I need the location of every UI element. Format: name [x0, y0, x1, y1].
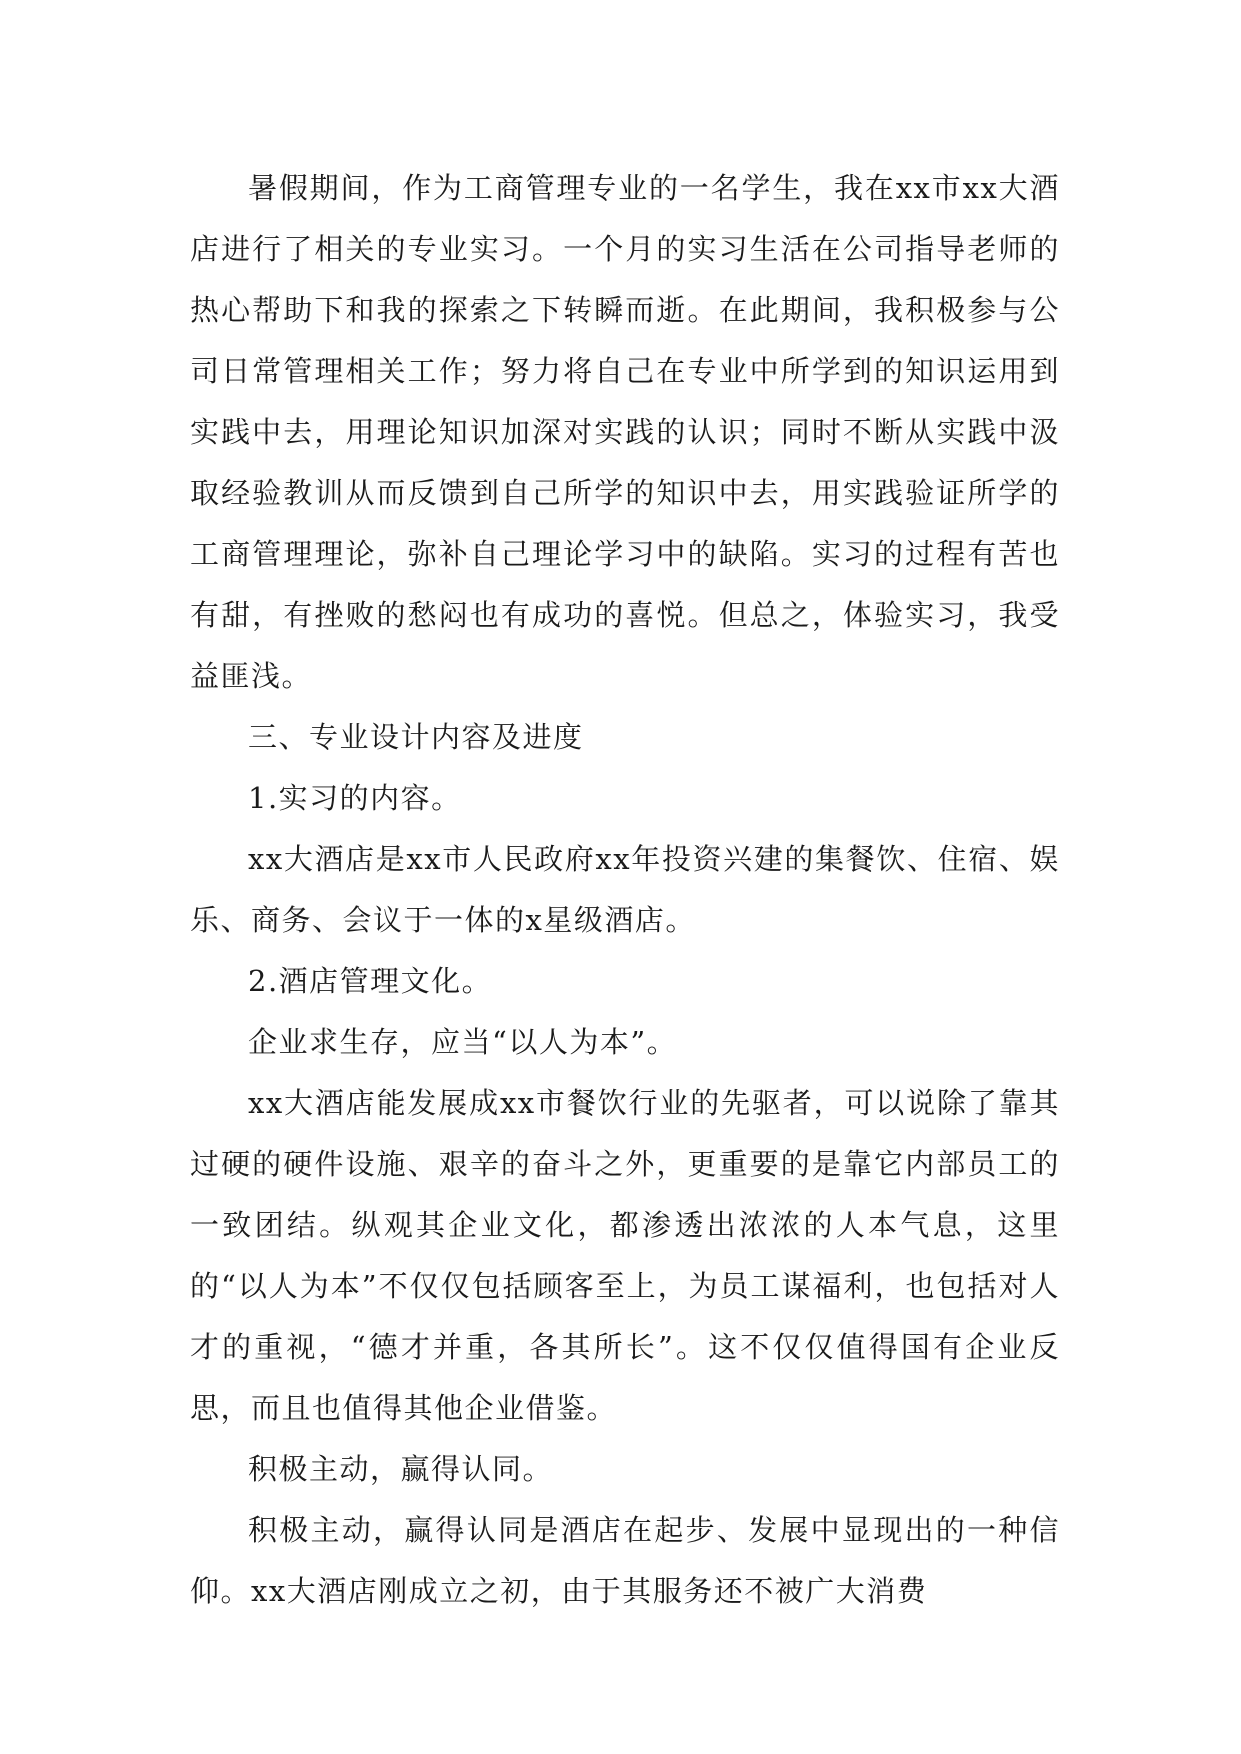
section-heading-3: 三、专业设计内容及进度 [248, 720, 584, 754]
paragraph-proactive: 积极主动，赢得认同是酒店在起步、发展中显现出的一种信仰。xx大酒店刚成立之初，由于其服务还不被广大消费 [190, 1513, 1060, 1608]
paragraph-intro: 暑假期间，作为工商管理专业的一名学生，我在xx市xx大酒店进行了相关的专业实习。一个月的实习生活在公司指导老师的热心帮助下和我的探索之下转瞬而逝。在此期间，我积极参与公司日常管理相关工作；努力将自己在专业中所学到的知识运用到实践中去，用理论知识加深对实践的认识；同时不断从实践中汲取经验教训从而反馈到自己所学的知识中去，用实践验证所学的工商管理理论，弥补自己理论学习中的缺陷。实习的过程有苦也有甜，有挫败的愁闷也有成功的喜悦。但总之，体验实习，我受益匪浅。 [190, 171, 1060, 693]
subheading-people-oriented: 企业求生存，应当“以人为本”。 [248, 1025, 678, 1059]
subheading-management-culture: 2.酒店管理文化。 [248, 964, 493, 998]
document-body [190, 158, 1060, 1622]
paragraph-hotel-overview: xx大酒店是xx市人民政府xx年投资兴建的集餐饮、住宿、娱乐、商务、会议于一体的x星级酒店。 [190, 842, 1060, 937]
subheading-proactive: 积极主动，赢得认同。 [248, 1452, 554, 1486]
paragraph-people-oriented: xx大酒店能发展成xx市餐饮行业的先驱者，可以说除了靠其过硬的硬件设施、艰辛的奋斗之外，更重要的是靠它内部员工的一致团结。纵观其企业文化，都渗透出浓浓的人本气息，这里的“以人为本”不仅仅包括顾客至上，为员工谋福利，也包括对人才的重视，“德才并重，各其所长”。这不仅仅值得国有企业反思，而且也值得其他企业借鉴。 [190, 1086, 1060, 1425]
subheading-internship-content: 1.实习的内容。 [248, 781, 462, 815]
